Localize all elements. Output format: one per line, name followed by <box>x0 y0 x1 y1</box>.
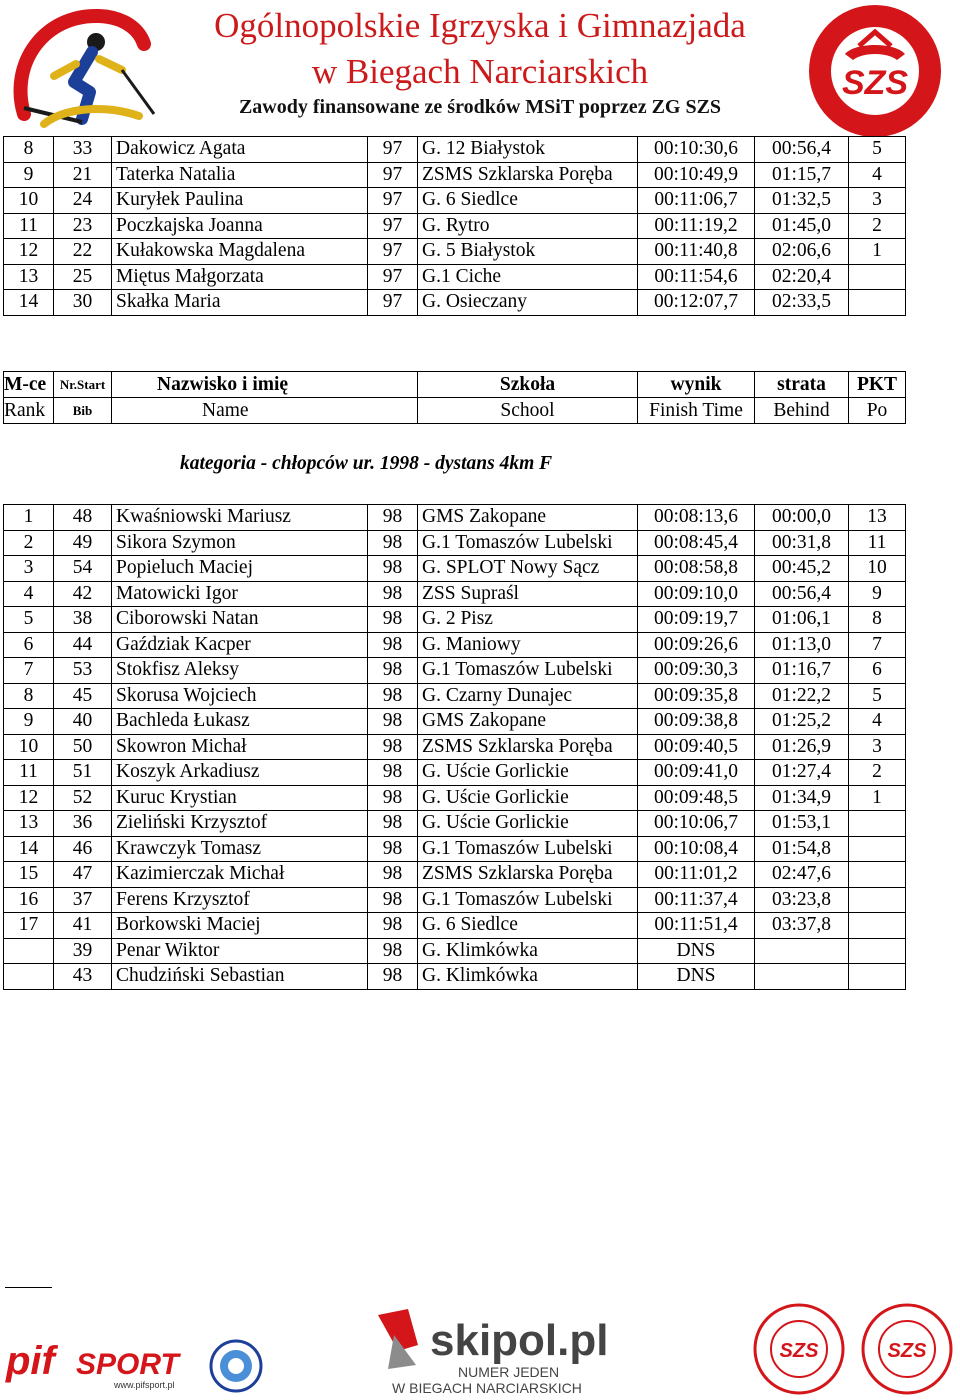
cell-year: 97 <box>368 213 418 239</box>
cell-year: 98 <box>368 581 418 607</box>
cell-name: Borkowski Maciej <box>112 913 368 939</box>
table-row <box>4 290 906 316</box>
cell-points: 3 <box>849 734 906 760</box>
svg-text:SZS: SZS <box>887 1340 927 1362</box>
cell-rank: 8 <box>4 137 54 163</box>
cell-time: DNS <box>638 938 755 964</box>
cell-rank: 17 <box>4 913 54 939</box>
cell-time: 00:09:41,0 <box>638 760 755 786</box>
table-row <box>4 239 906 265</box>
cell-name: Gaździak Kacper <box>112 632 368 658</box>
cell-rank: 9 <box>4 709 54 735</box>
cell-name: Popieluch Maciej <box>112 556 368 582</box>
cell-bib: 45 <box>54 683 112 709</box>
cell-year: 98 <box>368 964 418 990</box>
table-row <box>4 964 906 990</box>
cell-name: Kazimierczak Michał <box>112 862 368 888</box>
col-header-points-en: Po <box>849 398 906 424</box>
cell-rank: 12 <box>4 239 54 265</box>
cell-year: 97 <box>368 290 418 316</box>
cell-name: Ciborowski Natan <box>112 607 368 633</box>
cell-bib: 42 <box>54 581 112 607</box>
cell-time: 00:09:35,8 <box>638 683 755 709</box>
cell-name: Skorusa Wojciech <box>112 683 368 709</box>
cell-behind: 01:15,7 <box>755 162 849 188</box>
cell-school: G. Rytro <box>418 213 638 239</box>
cell-school: ZSMS Szklarska Poręba <box>418 734 638 760</box>
cell-name: Skałka Maria <box>112 290 368 316</box>
col-header-bib-pl: Nr.Start <box>54 372 112 398</box>
cell-bib: 24 <box>54 188 112 214</box>
cell-points: 4 <box>849 709 906 735</box>
cell-rank: 1 <box>4 505 54 531</box>
cell-points: 13 <box>849 505 906 531</box>
cell-bib: 39 <box>54 938 112 964</box>
table-row <box>4 683 906 709</box>
col-header-rank-pl: M-ce <box>4 372 54 398</box>
cell-year: 98 <box>368 607 418 633</box>
cell-behind: 03:37,8 <box>755 913 849 939</box>
cell-year: 98 <box>368 836 418 862</box>
cell-school: ZSMS Szklarska Poręba <box>418 862 638 888</box>
cell-name: Dakowicz Agata <box>112 137 368 163</box>
cell-points <box>849 836 906 862</box>
cell-time: 00:10:06,7 <box>638 811 755 837</box>
cell-school: G. 5 Białystok <box>418 239 638 265</box>
page-title-line1: Ogólnopolskie Igrzyska i Gimnazjada <box>214 6 746 45</box>
cell-school: G. Uście Gorlickie <box>418 811 638 837</box>
table-row <box>4 188 906 214</box>
cell-points: 7 <box>849 632 906 658</box>
szs-logo-right-footer <box>860 1303 955 1395</box>
cell-behind: 00:56,4 <box>755 581 849 607</box>
cell-school: G. Klimkówka <box>418 964 638 990</box>
pif-sport-logo <box>2 1330 202 1392</box>
cell-school: G. Uście Gorlickie <box>418 760 638 786</box>
table-row <box>4 505 906 531</box>
cell-rank: 16 <box>4 887 54 913</box>
cell-rank: 10 <box>4 188 54 214</box>
table-row <box>4 913 906 939</box>
cell-year: 98 <box>368 709 418 735</box>
cell-behind: 00:56,4 <box>755 137 849 163</box>
cell-name: Matowicki Igor <box>112 581 368 607</box>
cell-time: 00:11:51,4 <box>638 913 755 939</box>
cell-rank: 3 <box>4 556 54 582</box>
cell-name: Kuryłek Paulina <box>112 188 368 214</box>
cell-time: 00:11:54,6 <box>638 264 755 290</box>
svg-text:pif: pif <box>6 1339 55 1383</box>
cell-school: G.1 Ciche <box>418 264 638 290</box>
cell-rank: 14 <box>4 836 54 862</box>
table-row <box>4 607 906 633</box>
cell-behind: 03:23,8 <box>755 887 849 913</box>
cell-behind: 01:34,9 <box>755 785 849 811</box>
cell-bib: 40 <box>54 709 112 735</box>
cell-behind: 01:22,2 <box>755 683 849 709</box>
cell-time: 00:09:40,5 <box>638 734 755 760</box>
cell-rank: 2 <box>4 530 54 556</box>
table-row <box>4 581 906 607</box>
cell-time: 00:11:01,2 <box>638 862 755 888</box>
svg-text:www.pifsport.pl: www.pifsport.pl <box>114 1380 175 1390</box>
cell-name: Chudziński Sebastian <box>112 964 368 990</box>
col-header-points-pl: PKT <box>849 372 906 398</box>
cell-rank: 5 <box>4 607 54 633</box>
cell-points <box>849 938 906 964</box>
cell-behind: 01:26,9 <box>755 734 849 760</box>
cell-points <box>849 290 906 316</box>
cell-year: 98 <box>368 760 418 786</box>
table-row <box>4 658 906 684</box>
table-row <box>4 213 906 239</box>
col-header-bib-en: Bib <box>54 398 112 424</box>
cell-school: G. Osieczany <box>418 290 638 316</box>
svg-text:skipol.pl: skipol.pl <box>430 1316 609 1365</box>
cell-time: 00:09:48,5 <box>638 785 755 811</box>
cell-school: G.1 Tomaszów Lubelski <box>418 836 638 862</box>
cell-behind: 01:45,0 <box>755 213 849 239</box>
cell-points: 1 <box>849 239 906 265</box>
cell-bib: 36 <box>54 811 112 837</box>
cell-points: 2 <box>849 760 906 786</box>
cell-behind: 01:27,4 <box>755 760 849 786</box>
cell-school: ZSS Supraśl <box>418 581 638 607</box>
olympic-circle-logo <box>205 1338 267 1394</box>
cell-behind: 00:45,2 <box>755 556 849 582</box>
col-header-time-pl: wynik <box>638 372 755 398</box>
svg-text:SPORT: SPORT <box>76 1348 179 1381</box>
cell-name: Penar Wiktor <box>112 938 368 964</box>
cell-rank: 12 <box>4 785 54 811</box>
cell-time: 00:08:58,8 <box>638 556 755 582</box>
footnote-line <box>5 1287 52 1288</box>
cell-year: 98 <box>368 785 418 811</box>
cell-time: 00:10:08,4 <box>638 836 755 862</box>
cell-school: G. SPLOT Nowy Sącz <box>418 556 638 582</box>
cell-behind: 01:13,0 <box>755 632 849 658</box>
cell-bib: 46 <box>54 836 112 862</box>
cell-bib: 43 <box>54 964 112 990</box>
cell-behind: 01:54,8 <box>755 836 849 862</box>
cell-year: 98 <box>368 505 418 531</box>
cell-time: 00:11:06,7 <box>638 188 755 214</box>
cell-school: G. Maniowy <box>418 632 638 658</box>
col-header-name-en: Name <box>112 398 418 424</box>
cell-year: 98 <box>368 683 418 709</box>
cell-bib: 49 <box>54 530 112 556</box>
table-row <box>4 632 906 658</box>
cell-school: G. 2 Pisz <box>418 607 638 633</box>
cell-time: 00:10:30,6 <box>638 137 755 163</box>
results-header <box>3 371 906 424</box>
table-row <box>4 760 906 786</box>
cell-points: 10 <box>849 556 906 582</box>
cell-year: 97 <box>368 264 418 290</box>
cell-time: 00:12:07,7 <box>638 290 755 316</box>
cell-rank: 9 <box>4 162 54 188</box>
cell-points: 11 <box>849 530 906 556</box>
category-title: kategoria - chłopców ur. 1998 - dystans 4km F <box>180 453 553 474</box>
cell-bib: 50 <box>54 734 112 760</box>
cell-year: 97 <box>368 162 418 188</box>
cell-year: 98 <box>368 658 418 684</box>
cell-name: Kuruc Krystian <box>112 785 368 811</box>
cell-bib: 47 <box>54 862 112 888</box>
svg-text:W BIEGACH NARCIARSKICH: W BIEGACH NARCIARSKICH <box>392 1380 582 1395</box>
col-header-rank-en: Rank <box>4 398 54 424</box>
cell-year: 98 <box>368 887 418 913</box>
svg-text:NUMER JEDEN: NUMER JEDEN <box>458 1364 560 1380</box>
cell-bib: 52 <box>54 785 112 811</box>
cell-name: Miętus Małgorzata <box>112 264 368 290</box>
col-header-behind-pl: strata <box>755 372 849 398</box>
cell-time: 00:08:45,4 <box>638 530 755 556</box>
cell-behind: 00:31,8 <box>755 530 849 556</box>
col-header-behind-en: Behind <box>755 398 849 424</box>
skipol-logo <box>368 1305 618 1395</box>
cell-time: DNS <box>638 964 755 990</box>
table-row <box>4 938 906 964</box>
cell-points: 4 <box>849 162 906 188</box>
cell-behind: 00:00,0 <box>755 505 849 531</box>
cell-bib: 22 <box>54 239 112 265</box>
cell-behind: 02:47,6 <box>755 862 849 888</box>
cell-name: Ferens Krzysztof <box>112 887 368 913</box>
cell-rank: 4 <box>4 581 54 607</box>
cell-name: Sikora Szymon <box>112 530 368 556</box>
cell-points <box>849 913 906 939</box>
cell-year: 98 <box>368 862 418 888</box>
cell-bib: 53 <box>54 658 112 684</box>
cell-rank: 6 <box>4 632 54 658</box>
cell-points: 6 <box>849 658 906 684</box>
cell-school: G. 6 Siedlce <box>418 188 638 214</box>
cell-bib: 30 <box>54 290 112 316</box>
cell-year: 98 <box>368 556 418 582</box>
cell-school: G. Klimkówka <box>418 938 638 964</box>
cell-points: 2 <box>849 213 906 239</box>
cell-points: 3 <box>849 188 906 214</box>
cell-time: 00:10:49,9 <box>638 162 755 188</box>
table-row <box>4 137 906 163</box>
cell-school: G. 12 Białystok <box>418 137 638 163</box>
col-header-school-en: School <box>418 398 638 424</box>
cell-rank: 13 <box>4 811 54 837</box>
cell-school: ZSMS Szklarska Poręba <box>418 162 638 188</box>
cell-rank: 14 <box>4 290 54 316</box>
cell-rank: 10 <box>4 734 54 760</box>
top-results-table <box>3 136 906 316</box>
col-header-school-pl: Szkoła <box>418 372 638 398</box>
cell-bib: 33 <box>54 137 112 163</box>
table-row <box>4 162 906 188</box>
funding-subtitle: Zawody finansowane ze środków MSiT poprzez ZG SZS <box>238 96 722 118</box>
cell-behind: 01:32,5 <box>755 188 849 214</box>
cell-name: Krawczyk Tomasz <box>112 836 368 862</box>
cell-points: 1 <box>849 785 906 811</box>
cell-behind <box>755 938 849 964</box>
cell-rank <box>4 938 54 964</box>
col-header-time-en: Finish Time <box>638 398 755 424</box>
table-row <box>4 887 906 913</box>
cell-behind: 01:25,2 <box>755 709 849 735</box>
cell-name: Stokfisz Aleksy <box>112 658 368 684</box>
cell-time: 00:08:13,6 <box>638 505 755 531</box>
cell-name: Taterka Natalia <box>112 162 368 188</box>
cell-bib: 44 <box>54 632 112 658</box>
cell-year: 98 <box>368 938 418 964</box>
table-row <box>4 709 906 735</box>
cell-bib: 23 <box>54 213 112 239</box>
cell-year: 97 <box>368 188 418 214</box>
cell-points <box>849 964 906 990</box>
boys-results-table <box>3 504 906 990</box>
cell-bib: 54 <box>54 556 112 582</box>
cell-behind: 01:16,7 <box>755 658 849 684</box>
cell-behind: 02:06,6 <box>755 239 849 265</box>
cell-year: 98 <box>368 913 418 939</box>
cell-year: 98 <box>368 811 418 837</box>
cell-school: G. Uście Gorlickie <box>418 785 638 811</box>
cell-name: Kwaśniowski Mariusz <box>112 505 368 531</box>
cell-time: 00:11:40,8 <box>638 239 755 265</box>
table-row <box>4 862 906 888</box>
cell-school: GMS Zakopane <box>418 505 638 531</box>
cell-year: 98 <box>368 632 418 658</box>
cell-year: 97 <box>368 239 418 265</box>
col-header-name-pl: Nazwisko i imię <box>112 372 418 398</box>
table-row <box>4 556 906 582</box>
cell-bib: 21 <box>54 162 112 188</box>
cell-time: 00:09:38,8 <box>638 709 755 735</box>
cell-points: 9 <box>849 581 906 607</box>
cell-name: Poczkajska Joanna <box>112 213 368 239</box>
cell-bib: 41 <box>54 913 112 939</box>
cell-points <box>849 811 906 837</box>
cell-bib: 51 <box>54 760 112 786</box>
cell-points: 8 <box>849 607 906 633</box>
cell-school: G. 6 Siedlce <box>418 913 638 939</box>
cell-rank: 7 <box>4 658 54 684</box>
cell-rank: 8 <box>4 683 54 709</box>
cell-school: G.1 Tomaszów Lubelski <box>418 658 638 684</box>
cell-rank: 15 <box>4 862 54 888</box>
cell-name: Bachleda Łukasz <box>112 709 368 735</box>
cell-school: G.1 Tomaszów Lubelski <box>418 530 638 556</box>
cell-points <box>849 887 906 913</box>
cell-points <box>849 264 906 290</box>
cell-time: 00:11:37,4 <box>638 887 755 913</box>
svg-text:SZS: SZS <box>779 1340 819 1362</box>
cell-school: G. Czarny Dunajec <box>418 683 638 709</box>
cell-name: Skowron Michał <box>112 734 368 760</box>
table-row <box>4 264 906 290</box>
cell-school: G.1 Tomaszów Lubelski <box>418 887 638 913</box>
cell-rank: 11 <box>4 213 54 239</box>
cell-behind: 02:20,4 <box>755 264 849 290</box>
cell-behind <box>755 964 849 990</box>
cell-behind: 02:33,5 <box>755 290 849 316</box>
table-row <box>4 734 906 760</box>
cell-points: 5 <box>849 683 906 709</box>
cell-school: GMS Zakopane <box>418 709 638 735</box>
cell-bib: 38 <box>54 607 112 633</box>
cell-bib: 25 <box>54 264 112 290</box>
table-row <box>4 811 906 837</box>
cell-name: Zieliński Krzysztof <box>112 811 368 837</box>
cell-rank <box>4 964 54 990</box>
table-row <box>4 530 906 556</box>
table-row <box>4 836 906 862</box>
cell-rank: 11 <box>4 760 54 786</box>
szs-logo-right <box>795 2 955 140</box>
cell-time: 00:09:30,3 <box>638 658 755 684</box>
cell-time: 00:09:10,0 <box>638 581 755 607</box>
cell-points: 5 <box>849 137 906 163</box>
cell-year: 97 <box>368 137 418 163</box>
cell-rank: 13 <box>4 264 54 290</box>
table-row <box>4 785 906 811</box>
cell-behind: 01:06,1 <box>755 607 849 633</box>
cell-time: 00:11:19,2 <box>638 213 755 239</box>
cell-name: Kułakowska Magdalena <box>112 239 368 265</box>
cell-name: Koszyk Arkadiusz <box>112 760 368 786</box>
cell-behind: 01:53,1 <box>755 811 849 837</box>
cell-bib: 37 <box>54 887 112 913</box>
cell-year: 98 <box>368 530 418 556</box>
page-title-line2: w Biegach Narciarskich <box>311 52 649 91</box>
szs-logo-text: SZS <box>841 64 909 102</box>
cell-time: 00:09:19,7 <box>638 607 755 633</box>
cell-time: 00:09:26,6 <box>638 632 755 658</box>
cell-points <box>849 862 906 888</box>
cell-bib: 48 <box>54 505 112 531</box>
szs-logo-left-footer <box>752 1303 847 1395</box>
cell-year: 98 <box>368 734 418 760</box>
